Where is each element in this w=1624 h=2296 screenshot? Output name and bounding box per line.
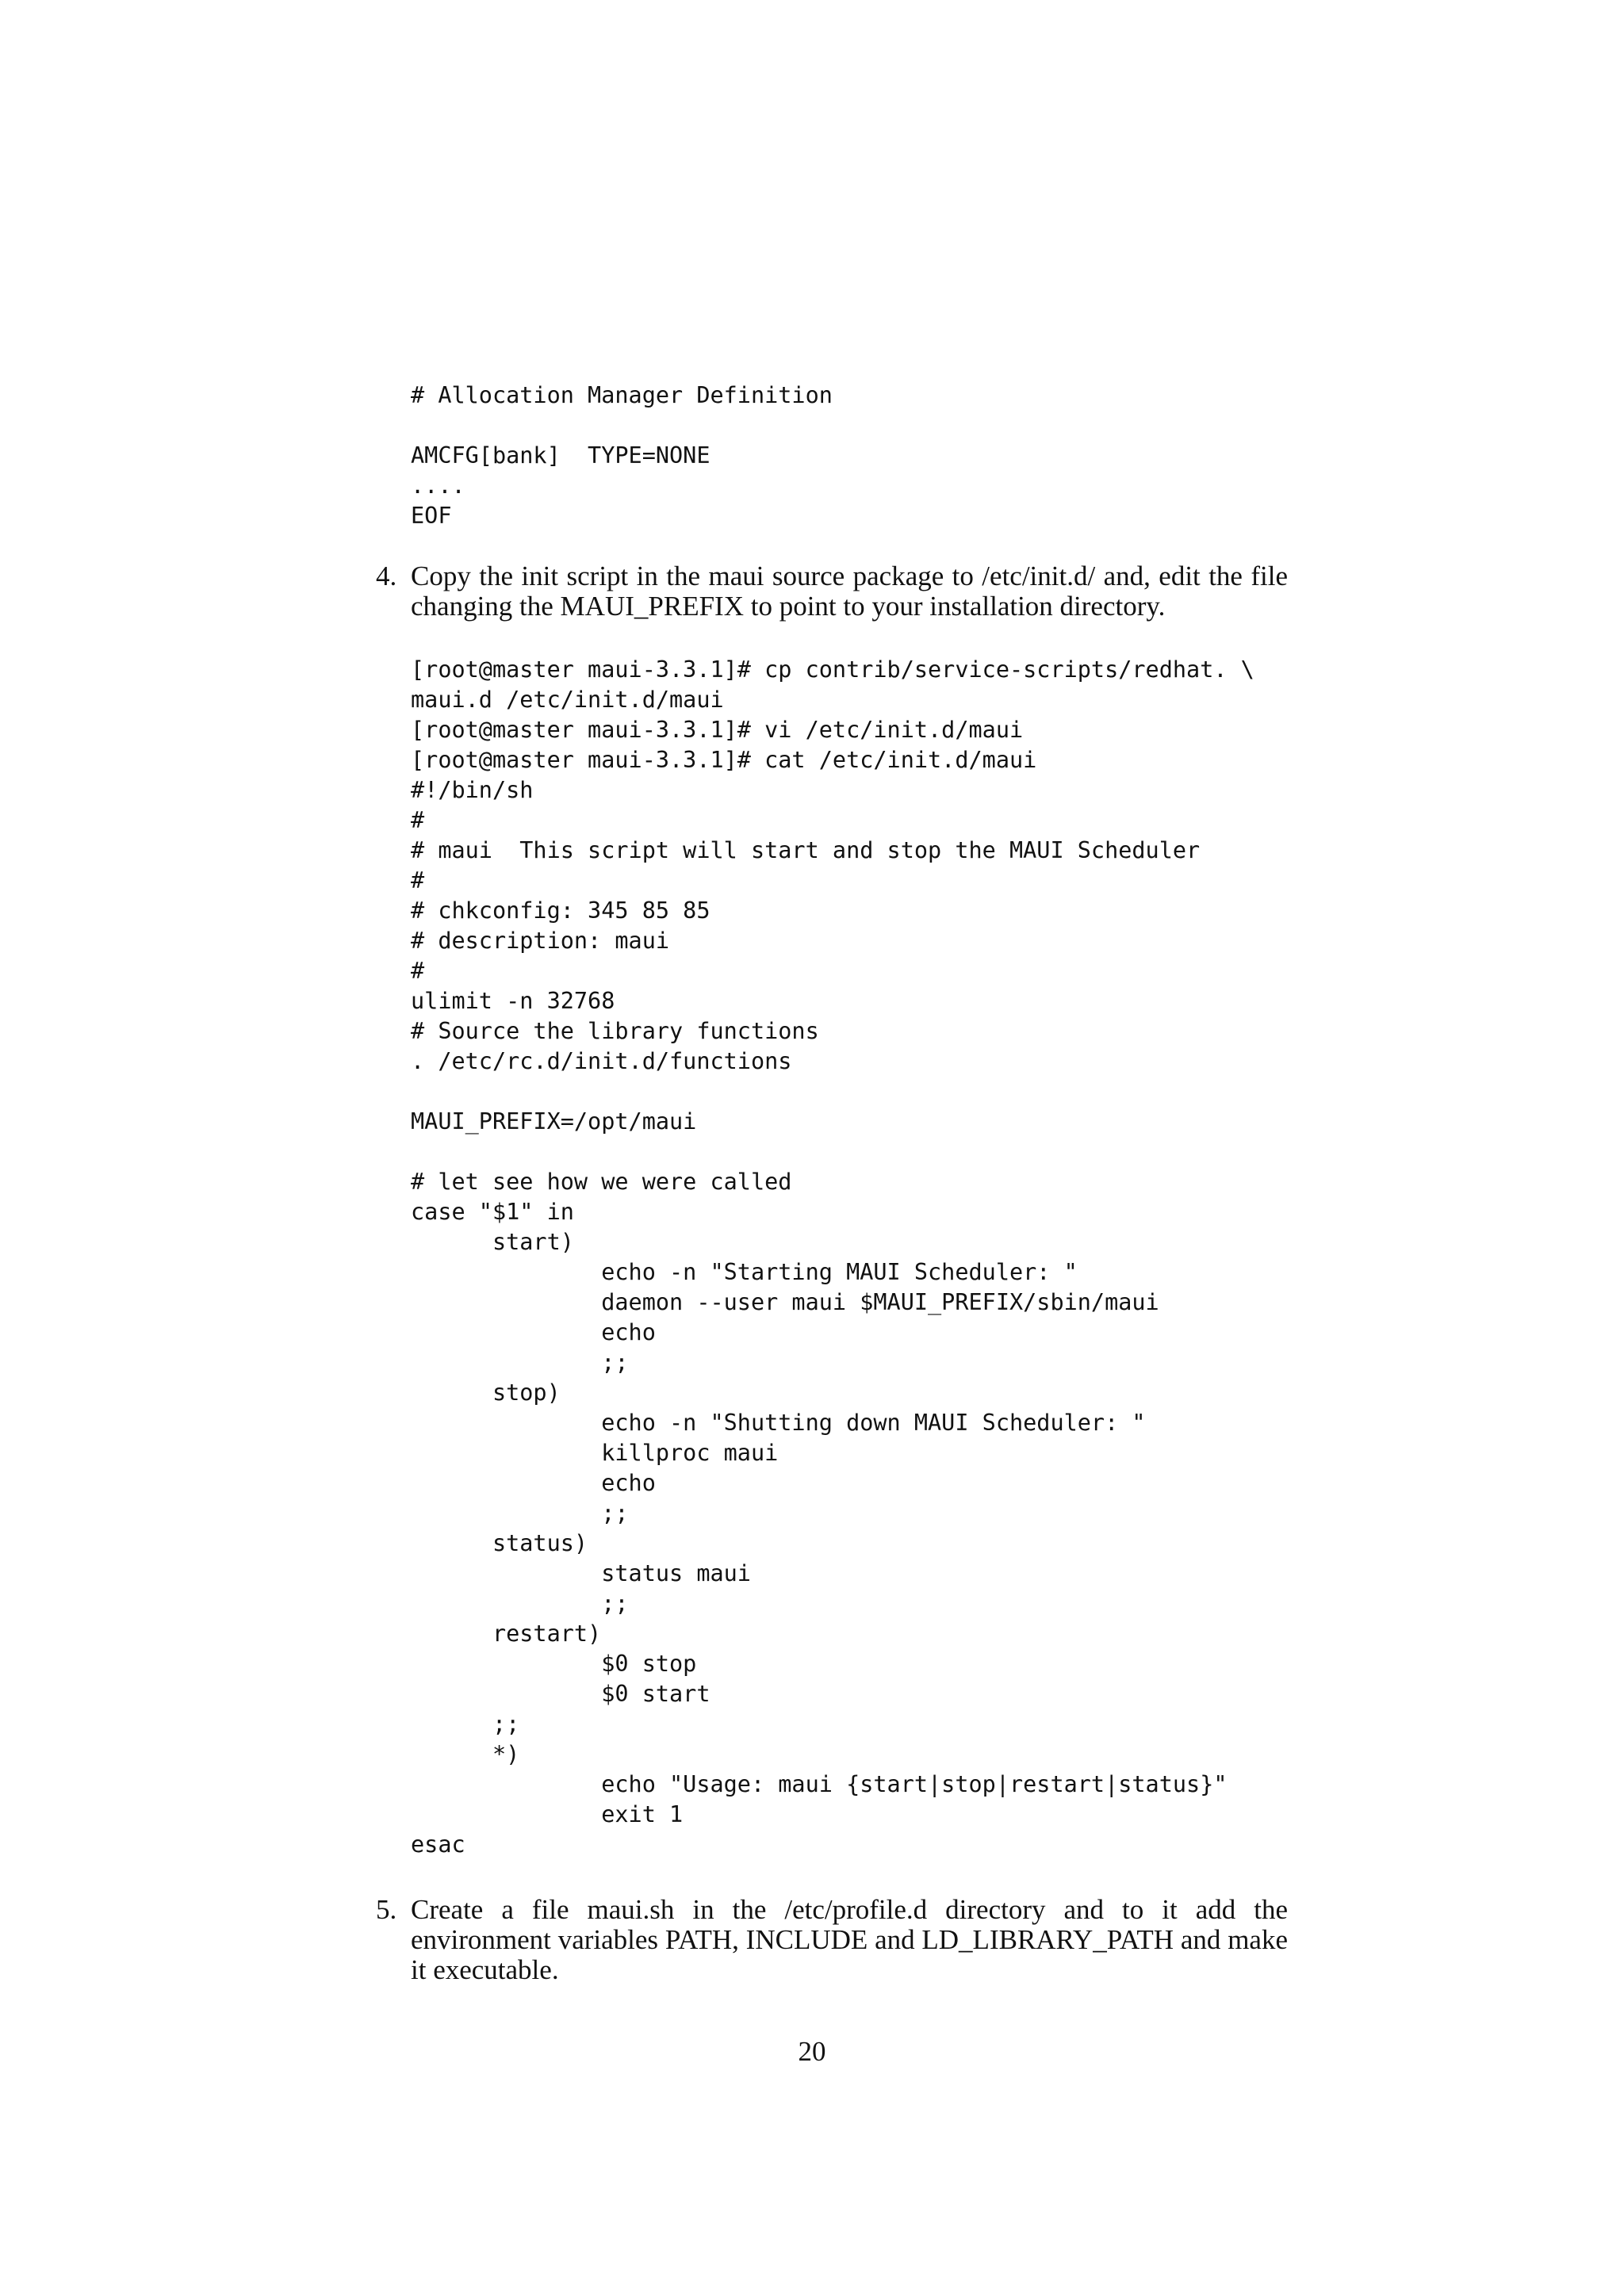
init-script-code-block: [root@master maui-3.3.1]# cp contrib/service-scripts/redhat. \ maui.d /etc/init.d/maui [root@master maui-3.3.1]# vi /etc/init.d/maui [root@master maui-3.3.1]# cat /etc/init.d/maui #!/bin/sh # # maui This script will start and stop the MAUI Scheduler # # chkconfig: 345 85 85 # description: maui # ulimit -n 32768 # Source the library functions . /etc/rc.d/init.d/functions MAUI_PREFIX=/opt/maui # let see how we were called case "$1" in start) echo -n "Starting MAUI Scheduler: " daemon --user maui $MAUI_PREFIX/sbin/maui echo ;; stop) echo -n "Shutting down MAUI Scheduler: " killproc maui echo ;; status) status maui ;; restart) $0 stop $0 start ;; *) echo "Usage: maui {start|stop|restart|status}" exit 1 esac [411,656,1254,1858]
step-text: Copy the init script in the maui source package to /etc/init.d/ and, edit the file changing the MAUI_PREFIX to point to your installation directory. [411,561,1288,622]
list-item-step-4 [376,561,1288,622]
step-number: 5. [376,1894,397,1925]
page-number: 20 [798,2036,826,2067]
step-number: 4. [376,561,397,591]
allocation-manager-code-block: # Allocation Manager Definition AMCFG[bank] TYPE=NONE .... EOF [411,382,833,529]
step-text: Create a file maui.sh in the /etc/profile.d directory and to it add the environment variables PATH, INCLUDE and LD_LIBRARY_PATH and make it executable. [411,1894,1288,1985]
list-item-step-5 [376,1895,1288,1985]
